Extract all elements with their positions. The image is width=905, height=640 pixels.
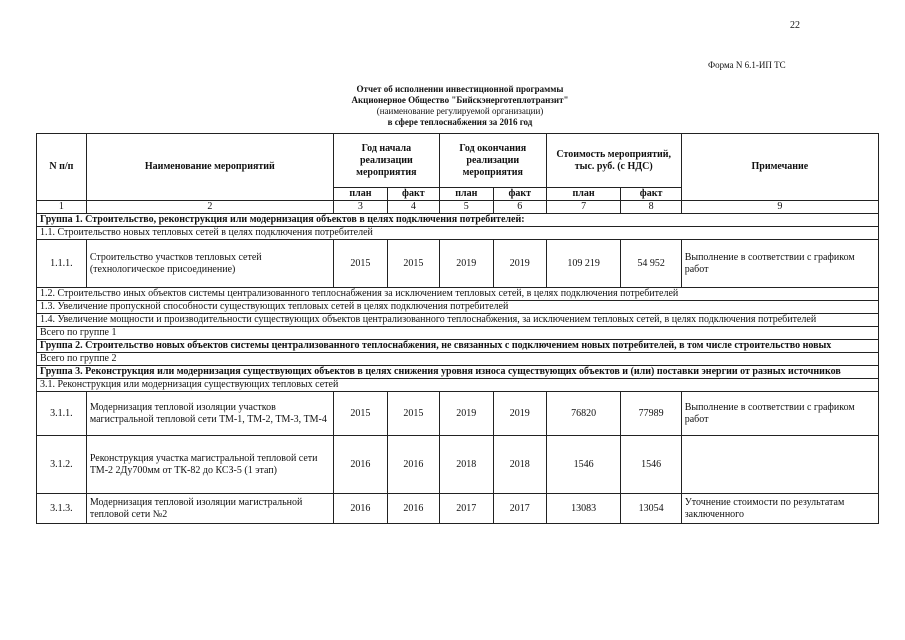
column-number: 1 <box>37 201 87 214</box>
end-plan: 2019 <box>439 240 493 288</box>
cost-plan: 109 219 <box>546 240 621 288</box>
cost-plan: 1546 <box>546 436 621 494</box>
end-plan: 2019 <box>439 392 493 436</box>
header-start-year: Год начала реализации мероприятия <box>333 134 439 188</box>
subgroup-1-4: 1.4. Увеличение мощности и производительности существующих объектов централизованного теплоснабжения, за исключением тепловых сетей, в целях подключения потребителей <box>37 314 879 327</box>
start-plan: 2015 <box>333 392 387 436</box>
header-fact: факт <box>493 188 546 201</box>
header-plan: план <box>333 188 387 201</box>
subgroup-1-3: 1.3. Увеличение пропускной способности существующих тепловых сетей в целях подключения потребителей <box>37 301 879 314</box>
column-number: 6 <box>493 201 546 214</box>
total-group-2: Всего по группе 2 <box>37 353 879 366</box>
header-end-year: Год окончания реализации мероприятия <box>439 134 546 188</box>
note: Выполнение в соответствии с графиком работ <box>681 392 878 436</box>
row-number: 3.1.2. <box>37 436 87 494</box>
investment-program-table <box>36 133 879 524</box>
table-row <box>37 392 879 436</box>
report-title: Отчет об исполнении инвестиционной программы <box>356 84 564 94</box>
column-number: 3 <box>333 201 387 214</box>
start-plan: 2016 <box>333 436 387 494</box>
column-number: 9 <box>681 201 878 214</box>
start-fact: 2016 <box>387 494 439 524</box>
row-number: 3.1.3. <box>37 494 87 524</box>
cost-fact: 77989 <box>621 392 681 436</box>
end-fact: 2018 <box>493 436 546 494</box>
subgroup-1-2: 1.2. Строительство иных объектов системы централизованного теплоснабжения за исключением тепловых сетей, в целях подключения потребителей <box>37 288 879 301</box>
row-number: 1.1.1. <box>37 240 87 288</box>
measure-name: Модернизация тепловой изоляции магистральной тепловой сети №2 <box>86 494 333 524</box>
subgroup-3-1: 3.1. Реконструкция или модернизация существующих тепловых сетей <box>37 379 879 392</box>
organization-name: Акционерное Общество "Бийскэнерготеплотранзит" <box>351 95 569 105</box>
total-group-1: Всего по группе 1 <box>37 327 879 340</box>
end-fact: 2019 <box>493 392 546 436</box>
group-1-heading: Группа 1. Строительство, реконструкция или модернизация объектов в целях подключения потребителей: <box>37 214 879 227</box>
report-title-block <box>250 84 670 128</box>
header-fact: факт <box>387 188 439 201</box>
note <box>681 436 878 494</box>
start-plan: 2015 <box>333 240 387 288</box>
column-number: 7 <box>546 201 621 214</box>
note: Уточнение стоимости по результатам заключенного <box>681 494 878 524</box>
measure-name: Модернизация тепловой изоляции участков магистральной тепловой сети ТМ-1, ТМ-2, ТМ-3, ТМ-4 <box>86 392 333 436</box>
cost-fact: 54 952 <box>621 240 681 288</box>
end-plan: 2018 <box>439 436 493 494</box>
subgroup-1-1: 1.1. Строительство новых тепловых сетей в целях подключения потребителей <box>37 227 879 240</box>
end-plan: 2017 <box>439 494 493 524</box>
header-plan: план <box>439 188 493 201</box>
header-n: N п/п <box>37 134 87 201</box>
cost-fact: 1546 <box>621 436 681 494</box>
group-2-heading: Группа 2. Строительство новых объектов системы централизованного теплоснабжения, не связанных с подключением новых потребителей, в том числе строительство новых <box>37 340 879 353</box>
report-subtitle: в сфере теплоснабжения за 2016 год <box>387 117 533 127</box>
cost-plan: 76820 <box>546 392 621 436</box>
column-number: 2 <box>86 201 333 214</box>
measure-name: Строительство участков тепловых сетей (технологическое присоединение) <box>86 240 333 288</box>
end-fact: 2017 <box>493 494 546 524</box>
header-note: Примечание <box>681 134 878 201</box>
start-fact: 2015 <box>387 392 439 436</box>
table-row <box>37 436 879 494</box>
start-plan: 2016 <box>333 494 387 524</box>
column-number: 4 <box>387 201 439 214</box>
group-3-heading: Группа 3. Реконструкция или модернизация существующих объектов в целях снижения уровня износа существующих объектов и (или) поставки энергии от разных источников <box>37 366 879 379</box>
measure-name: Реконструкция участка магистральной тепловой сети ТМ-2 2Ду700мм от ТК-82 до КСЗ-5 (1 этап) <box>86 436 333 494</box>
end-fact: 2019 <box>493 240 546 288</box>
column-number-row <box>37 201 879 214</box>
page-number: 22 <box>790 20 800 31</box>
header-fact: факт <box>621 188 681 201</box>
row-number: 3.1.1. <box>37 392 87 436</box>
organization-caption: (наименование регулируемой организации) <box>376 106 544 116</box>
header-cost: Стоимость мероприятий, тыс. руб. (с НДС) <box>546 134 681 188</box>
note: Выполнение в соответствии с графиком работ <box>681 240 878 288</box>
column-number: 5 <box>439 201 493 214</box>
table-row <box>37 240 879 288</box>
start-fact: 2015 <box>387 240 439 288</box>
cost-fact: 13054 <box>621 494 681 524</box>
cost-plan: 13083 <box>546 494 621 524</box>
column-number: 8 <box>621 201 681 214</box>
start-fact: 2016 <box>387 436 439 494</box>
header-plan: план <box>546 188 621 201</box>
header-name: Наименование мероприятий <box>86 134 333 201</box>
table-row <box>37 494 879 524</box>
form-label: Форма N 6.1-ИП ТС <box>708 60 786 70</box>
